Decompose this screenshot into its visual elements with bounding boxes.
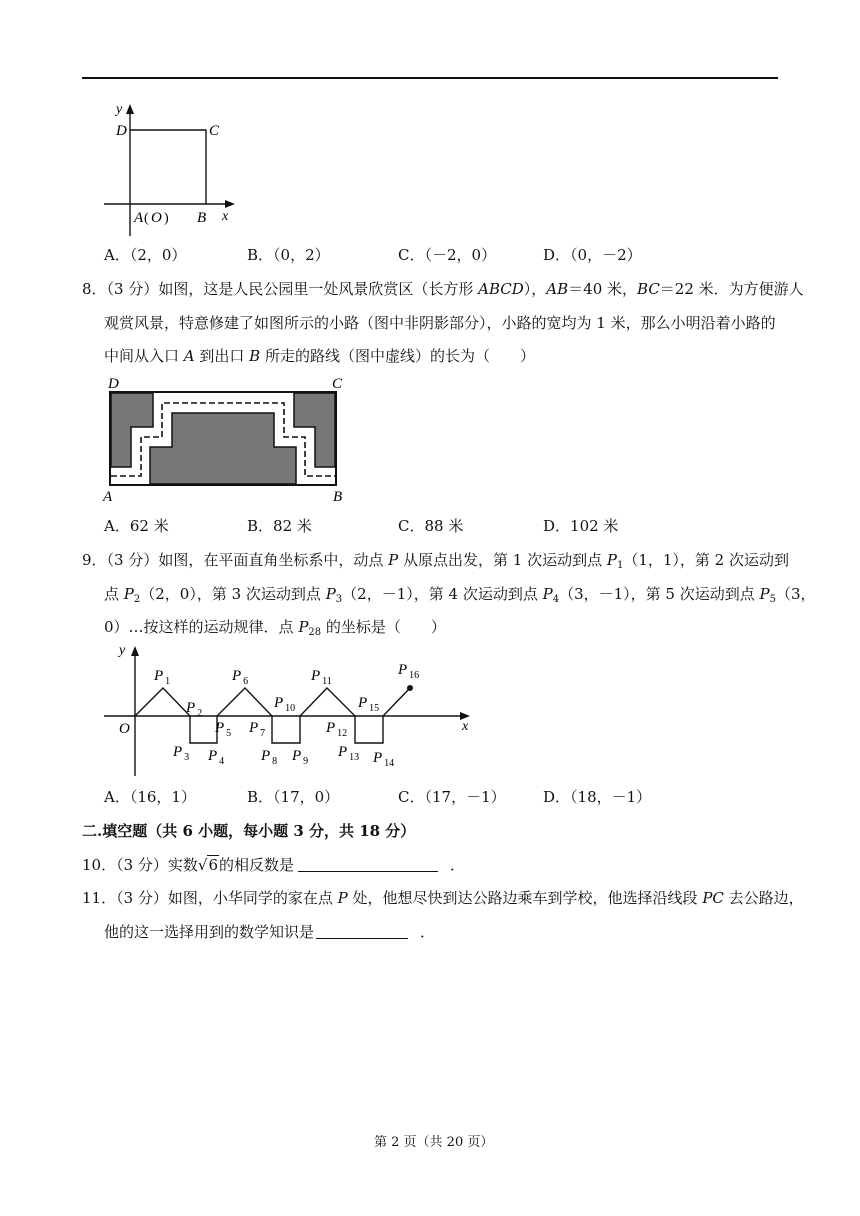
q9-label-p10: P $_{10}$	[274, 695, 296, 714]
q7-figure	[98, 98, 248, 238]
section-2-title: 二.填空题（共 6 小题，每小题 3 分，共 18 分）	[82, 822, 416, 840]
page-footer: 第 2 页（共 20 页）	[374, 1135, 494, 1150]
q9-label-p6: P $_6$	[232, 668, 249, 687]
q7-label-A: A	[134, 210, 144, 226]
q9-stem-line1: 9．（3 分）如图，在平面直角坐标系中，动点 P 从原点出发，第 1 次运动到点 $P_1(1$，1），第 2 次运动到	[82, 551, 789, 571]
q7-label-C: C	[209, 123, 220, 139]
q7-paren-open: (	[144, 211, 149, 226]
q9-label-p8: P $_8$	[261, 748, 278, 767]
q8-label-D: D	[108, 376, 119, 392]
header-rule	[82, 77, 778, 79]
q8-stem-line1: 8．（3 分）如图，这是人民公园里一处风景欣赏区（长方形 ABCD），AB＝40 米，BC＝22 米．为方便游人	[82, 280, 804, 298]
q9-origin-label: O	[119, 721, 130, 737]
q9-y-label: y	[119, 643, 126, 658]
q7-label-D: D	[116, 123, 127, 139]
q9-label-p3: P $_3$	[173, 744, 190, 763]
q9-label-p14: P $_{14}$	[373, 750, 395, 769]
q9-label-p5: P $_5$	[215, 720, 232, 739]
q9-option-b: B．（17，0）	[247, 788, 340, 806]
q7-label-B: B	[197, 210, 207, 226]
q9-label-p7: P $_7$	[249, 720, 266, 739]
q9-label-p1: P $_1$	[154, 668, 171, 687]
q8-option-a: A．62 米	[104, 517, 169, 535]
q7-label-O: O	[151, 210, 162, 226]
q8-label-B: B	[333, 489, 343, 504]
q8-option-b: B．82 米	[247, 517, 312, 535]
q9-stem-line2: 点 $P_2(2$，0），第 3 次运动到点 $P_3(2$，－1），第 4 次运动到点 $P_4(3$，－1），第 5 次运动到点 $P_5(3$，	[104, 585, 816, 605]
q9-label-p9: P $_9$	[292, 748, 309, 767]
q7-option-c: C．（－2，0）	[398, 246, 497, 264]
q8-option-c: C．88 米	[398, 517, 464, 535]
q8-stem-line2: 观赏风景，特意修建了如图所示的小路（图中非阴影部分），小路的宽均为 1 米，那么小明沿着小路的	[104, 314, 776, 332]
q9-figure	[98, 640, 478, 780]
q7-x-label: x	[222, 209, 229, 224]
q9-label-p15: P $_{15}$	[358, 695, 380, 714]
q9-stem-line3: 0）…按这样的运动规律．点 $P_{28}$ 的坐标是（ ）	[104, 618, 446, 638]
q9-label-p2: P $_2$	[186, 700, 203, 719]
q11-answer-blank	[316, 924, 408, 939]
q7-y-label: y	[116, 102, 123, 117]
q8-label-A: A	[103, 489, 113, 504]
q11-stem-line2: 他的这一选择用到的数学知识是 ．	[104, 923, 436, 941]
q11-stem-line1: 11．（3 分）如图，小华同学的家在点 P 处，他想尽快到达公路边乘车到学校，他选择沿线段 PC 去公路边，	[82, 889, 804, 907]
q10-answer-blank	[298, 857, 438, 872]
q9-x-label: x	[462, 719, 469, 734]
q8-option-d: D．102 米	[543, 517, 619, 535]
q7-option-d: D．（0，－2）	[543, 246, 642, 264]
q8-label-C: C	[332, 376, 343, 392]
q7-option-b: B．（0，2）	[247, 246, 330, 264]
q9-label-p12: P $_{12}$	[326, 720, 348, 739]
q9-option-a: A．（16，1）	[104, 788, 196, 806]
q10-stem: 10．（3 分）实数√6的相反数是 ．	[82, 856, 466, 874]
q9-label-p4: P $_4$	[208, 748, 225, 767]
q8-stem-line3: 中间从入口 A 到出口 B 所走的路线（图中虚线）的长为（ ）	[104, 347, 535, 365]
q9-option-c: C．（17，－1）	[398, 788, 506, 806]
q9-label-p13: P $_{13}$	[338, 744, 360, 763]
q9-label-p11: P $_{11}$	[311, 668, 332, 687]
sqrt-radicand: 6	[208, 856, 219, 874]
q7-paren-close: )	[164, 211, 169, 226]
q7-option-a: A．（2，0）	[104, 246, 187, 264]
q9-option-d: D．（18，－1）	[543, 788, 652, 806]
q9-label-p16: P $_{16}$	[398, 662, 420, 681]
sqrt-sign: √	[197, 856, 208, 874]
q8-figure	[100, 372, 360, 504]
